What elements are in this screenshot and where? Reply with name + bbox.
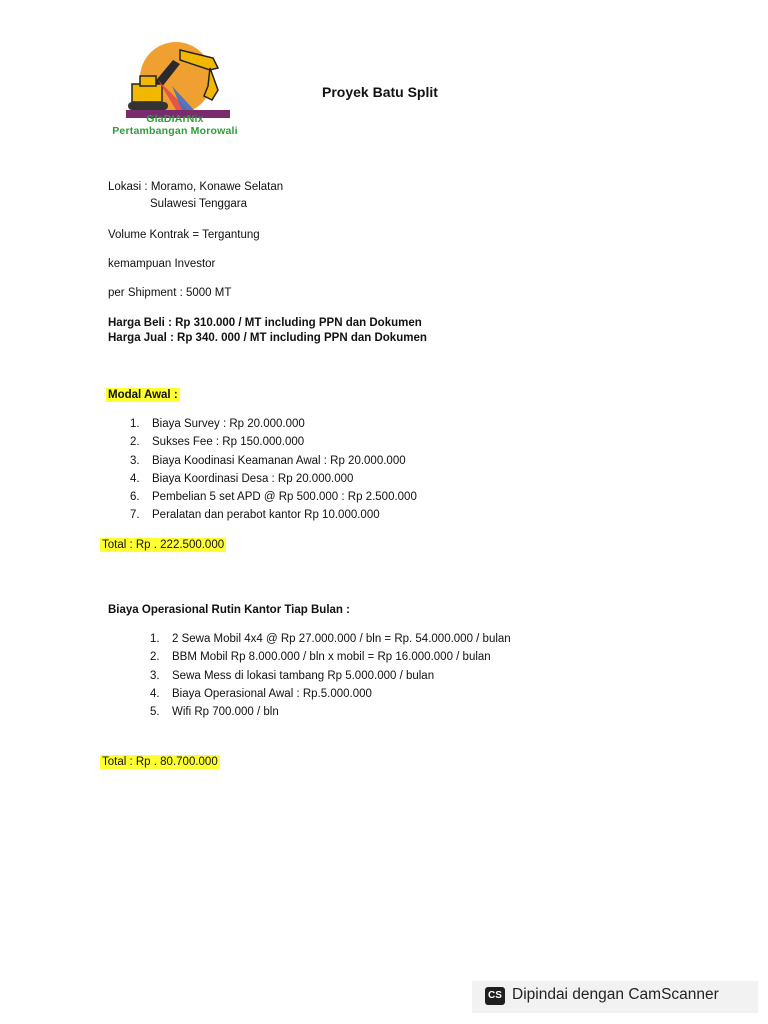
camscanner-icon: CS bbox=[485, 987, 505, 1005]
contract-volume: Volume Kontrak = Tergantung bbox=[108, 229, 260, 241]
sell-price: Harga Jual : Rp 340. 000 / MT including PPN dan Dokumen bbox=[108, 332, 427, 344]
initial-capital-heading-text: Modal Awal : bbox=[108, 389, 178, 401]
list-item-number: 3. bbox=[150, 669, 160, 682]
list-item-text: 2 Sewa Mobil 4x4 @ Rp 27.000.000 / bln = Rp. 54.000.000 / bulan bbox=[172, 633, 511, 645]
list-item-text: Pembelian 5 set APD @ Rp 500.000 : Rp 2.500.000 bbox=[152, 491, 417, 504]
logo-brand-name: GlaDIArNix bbox=[146, 113, 204, 125]
list-item-text: Peralatan dan perabot kantor Rp 10.000.000 bbox=[152, 509, 380, 522]
list-item-number: 6. bbox=[130, 491, 140, 504]
list-item-number: 5. bbox=[150, 706, 160, 719]
location-line-1: Lokasi : Moramo, Konawe Selatan bbox=[108, 181, 284, 193]
initial-capital-total bbox=[100, 539, 226, 551]
initial-capital-heading bbox=[106, 389, 180, 401]
list-item-text: Biaya Koordinasi Desa : Rp 20.000.000 bbox=[152, 472, 354, 485]
operational-cost-heading: Biaya Operasional Rutin Kantor Tiap Bulan : bbox=[108, 604, 350, 616]
camscanner-watermark: Dipindai dengan CamScanner bbox=[512, 986, 719, 1003]
operational-cost-total bbox=[100, 756, 220, 768]
list-item-number: 4. bbox=[130, 472, 140, 485]
list-item-text: Sukses Fee : Rp 150.000.000 bbox=[152, 436, 305, 449]
list-item-text: Sewa Mess di lokasi tambang Rp 5.000.000 / bulan bbox=[172, 669, 435, 682]
list-item-number: 1. bbox=[130, 418, 140, 430]
document-title: Proyek Batu Split bbox=[322, 84, 438, 100]
list-item-text: Biaya Operasional Awal : Rp.5.000.000 bbox=[172, 687, 372, 700]
list-item-number: 3. bbox=[130, 454, 140, 467]
list-item-text: Wifi Rp 700.000 / bln bbox=[172, 706, 279, 719]
list-item-number: 2. bbox=[150, 651, 160, 664]
location-line-2: Sulawesi Tenggara bbox=[150, 198, 247, 210]
shipment-volume: per Shipment : 5000 MT bbox=[108, 287, 232, 299]
list-item-text: BBM Mobil Rp 8.000.000 / bln x mobil = Rp 16.000.000 / bulan bbox=[172, 651, 491, 664]
list-item-text: Biaya Survey : Rp 20.000.000 bbox=[152, 418, 305, 430]
list-item-number: 2. bbox=[130, 436, 140, 449]
list-item-number: 1. bbox=[150, 633, 160, 645]
list-item-number: 7. bbox=[130, 509, 140, 522]
list-item-number: 4. bbox=[150, 687, 160, 700]
buy-price: Harga Beli : Rp 310.000 / MT including PPN dan Dokumen bbox=[108, 317, 422, 329]
list-item-text: Biaya Koodinasi Keamanan Awal : Rp 20.000.000 bbox=[152, 454, 406, 467]
operational-cost-total-text: Total : Rp . 80.700.000 bbox=[102, 756, 218, 768]
logo-brand-subtitle: Pertambangan Morowali bbox=[112, 125, 238, 137]
investor-capacity: kemampuan Investor bbox=[108, 258, 216, 270]
initial-capital-total-text: Total : Rp . 222.500.000 bbox=[102, 539, 225, 551]
